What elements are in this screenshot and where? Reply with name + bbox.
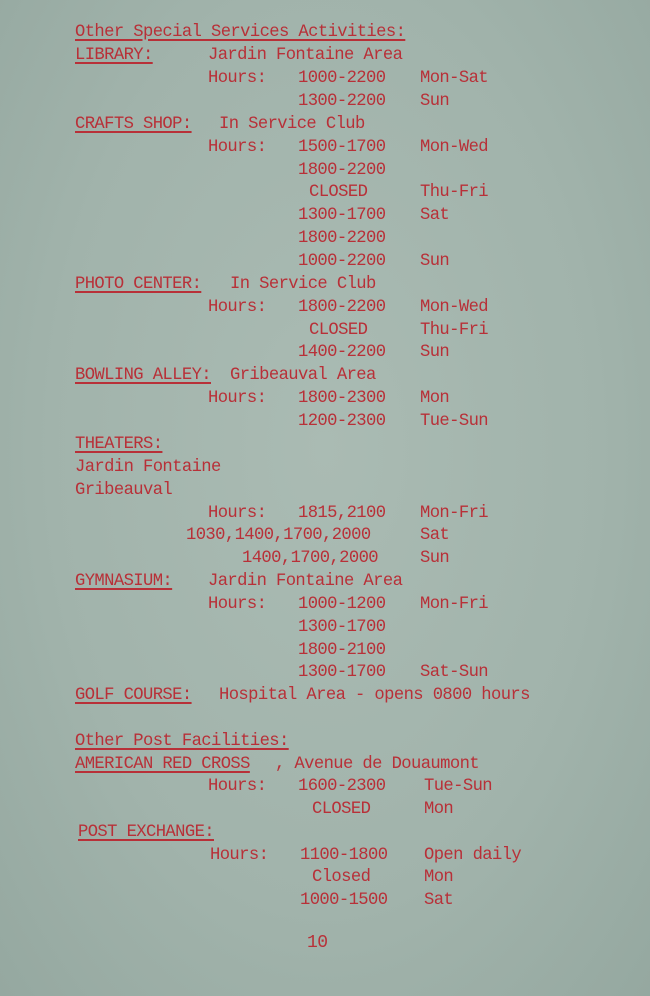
golf-course-text: Hospital Area - opens 0800 hours xyxy=(219,686,530,705)
gym-time: 1300-1700 xyxy=(298,618,386,637)
theater-days: Mon-Fri xyxy=(420,504,488,523)
theater-time: 1030,1400,1700,2000 xyxy=(186,526,371,545)
library-location: Jardin Fontaine Area xyxy=(208,46,403,65)
post-exchange-label: POST EXCHANGE: xyxy=(78,823,214,842)
gymnasium-label: GYMNASIUM: xyxy=(75,572,173,591)
special-services-heading: Other Special Services Activities: xyxy=(75,23,406,42)
hours-label: Hours: xyxy=(208,777,267,796)
crafts-time: CLOSED xyxy=(309,183,368,202)
photo-days: Sun xyxy=(420,343,450,362)
photo-days: Mon-Wed xyxy=(420,298,488,317)
red-cross-days: Mon xyxy=(424,800,454,819)
gym-time: 1300-1700 xyxy=(298,663,386,682)
crafts-time: 1800-2200 xyxy=(298,161,386,180)
crafts-shop-location: In Service Club xyxy=(219,115,365,134)
bowling-days: Mon xyxy=(420,389,450,408)
library-time: 1000-2200 xyxy=(298,69,386,88)
theater-location: Gribeauval xyxy=(75,481,173,500)
photo-center-location: In Service Club xyxy=(230,275,376,294)
library-days: Mon-Sat xyxy=(420,69,488,88)
red-cross-days: Tue-Sun xyxy=(424,777,492,796)
bowling-time: 1800-2300 xyxy=(298,389,386,408)
red-cross-label: AMERICAN RED CROSS xyxy=(75,755,250,774)
library-days: Sun xyxy=(420,92,450,111)
library-time: 1300-2200 xyxy=(298,92,386,111)
hours-label: Hours: xyxy=(208,298,267,317)
crafts-days: Sat xyxy=(420,206,450,225)
theater-location: Jardin Fontaine xyxy=(75,458,221,477)
theater-days: Sun xyxy=(420,549,450,568)
crafts-shop-label: CRAFTS SHOP: xyxy=(75,115,192,134)
photo-time: CLOSED xyxy=(309,321,368,340)
crafts-time: 1300-1700 xyxy=(298,206,386,225)
photo-center-label: PHOTO CENTER: xyxy=(75,275,202,294)
crafts-days: Sun xyxy=(420,252,450,271)
bowling-days: Tue-Sun xyxy=(420,412,488,431)
px-days: Open daily xyxy=(424,846,522,865)
hours-label: Hours: xyxy=(210,846,269,865)
theaters-label: THEATERS: xyxy=(75,435,163,454)
post-facilities-heading: Other Post Facilities: xyxy=(75,732,289,751)
photo-days: Thu-Fri xyxy=(420,321,488,340)
hours-label: Hours: xyxy=(208,138,267,157)
hours-label: Hours: xyxy=(208,504,267,523)
hours-label: Hours: xyxy=(208,69,267,88)
px-time: 1000-1500 xyxy=(300,891,388,910)
gym-time: 1800-2100 xyxy=(298,641,386,660)
px-time: Closed xyxy=(312,868,371,887)
px-days: Sat xyxy=(424,891,454,910)
hours-label: Hours: xyxy=(208,595,267,614)
gym-days: Sat-Sun xyxy=(420,663,488,682)
theater-days: Sat xyxy=(420,526,450,545)
crafts-days: Thu-Fri xyxy=(420,183,488,202)
theater-time: 1815,2100 xyxy=(298,504,386,523)
crafts-days: Mon-Wed xyxy=(420,138,488,157)
red-cross-time: CLOSED xyxy=(312,800,371,819)
bowling-alley-location: Gribeauval Area xyxy=(230,366,376,385)
crafts-time: 1500-1700 xyxy=(298,138,386,157)
red-cross-location: , Avenue de Douaumont xyxy=(275,755,479,774)
gym-time: 1000-1200 xyxy=(298,595,386,614)
page-number: 10 xyxy=(307,933,328,953)
library-label: LIBRARY: xyxy=(75,46,153,65)
red-cross-time: 1600-2300 xyxy=(298,777,386,796)
photo-time: 1800-2200 xyxy=(298,298,386,317)
golf-course-label: GOLF COURSE: xyxy=(75,686,192,705)
bowling-alley-label: BOWLING ALLEY: xyxy=(75,366,211,385)
theater-time: 1400,1700,2000 xyxy=(242,549,378,568)
px-days: Mon xyxy=(424,868,454,887)
hours-label: Hours: xyxy=(208,389,267,408)
crafts-time: 1000-2200 xyxy=(298,252,386,271)
bowling-time: 1200-2300 xyxy=(298,412,386,431)
gymnasium-location: Jardin Fontaine Area xyxy=(208,572,403,591)
photo-time: 1400-2200 xyxy=(298,343,386,362)
gym-days: Mon-Fri xyxy=(420,595,488,614)
px-time: 1100-1800 xyxy=(300,846,388,865)
crafts-time: 1800-2200 xyxy=(298,229,386,248)
